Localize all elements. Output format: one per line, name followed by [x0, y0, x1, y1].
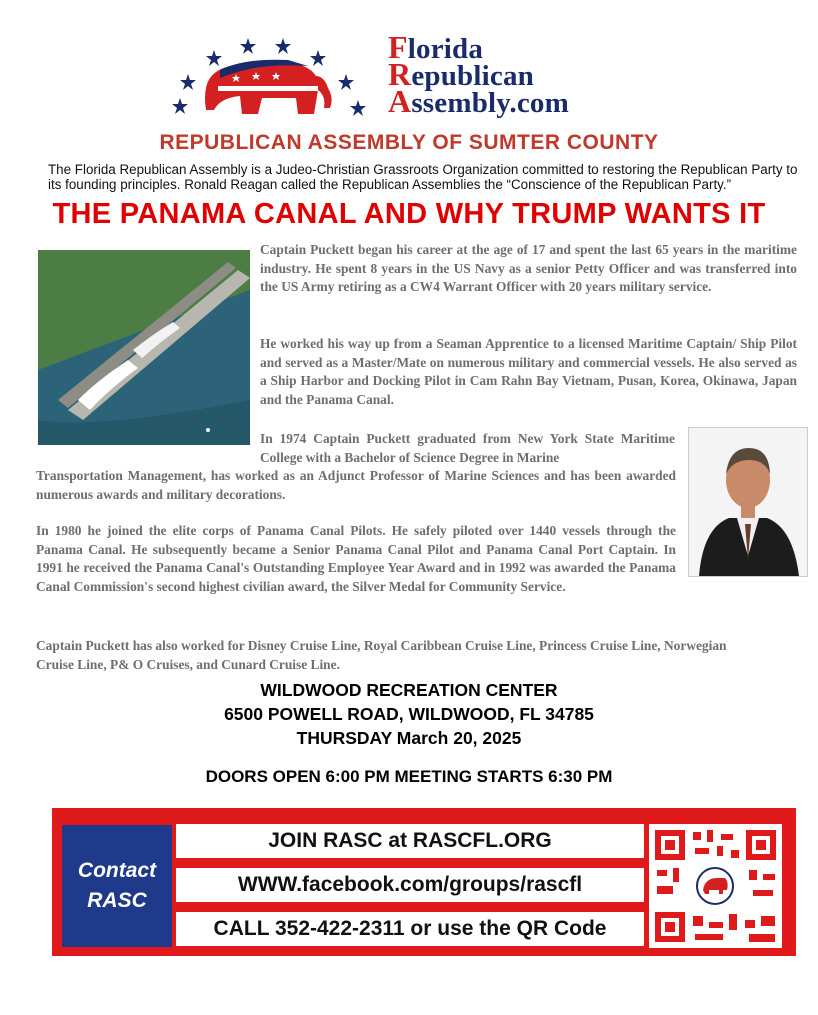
bio-paragraph-5: Captain Puckett has also worked for Disney Cruise Line, Royal Caribbean Cruise Line, Princess Cruise Line, Norwegian Cruise Line, P& O Cruises, and Cunard Cruise Line. [36, 638, 727, 672]
contact-line-1: Contact [77, 859, 157, 882]
facebook-group-link[interactable]: WWW.facebook.com/groups/rascfl [176, 868, 644, 902]
contact-line-2: RASC [87, 889, 147, 912]
bio-paragraph-3-end: Transportation Management, has worked as an Adjunct Professor of Marine Sciences and has been awarded numerous awards and military decorations. [36, 468, 676, 502]
headline: THE PANAMA CANAL AND WHY TRUMP WANTS IT [52, 198, 766, 230]
logo-line-assembly: Assembly.com [388, 83, 569, 119]
contact-rasc-box [62, 825, 172, 947]
elephant-stars-icon [158, 30, 388, 120]
logo-line-florida: Florida [388, 29, 484, 65]
bio-paragraph-4: In 1980 he joined the elite corps of Panama Canal Pilots. He safely piloted over 1440 vessels through the Panama Canal. He subsequently became a Senior Panama Canal Pilot and Panama Canal Port Captain. In 1991 he received the Panama Canal's Outstanding Employee Year Award and in 1992 was awarded the Panama Canal Commission's second highest civilian award, the Silver Medal for Community Service. [36, 523, 676, 594]
call-phone-text: CALL 352-422-2311 or use the QR Code [176, 912, 644, 946]
join-rasc-link[interactable]: JOIN RASC at RASCFL.ORG [176, 824, 644, 858]
event-date: THURSDAY March 20, 2025 [296, 728, 522, 748]
event-address: 6500 POWELL ROAD, WILDWOOD, FL 34785 [224, 704, 594, 724]
qr-code-icon[interactable] [649, 824, 782, 948]
county-title: REPUBLICAN ASSEMBLY OF SUMTER COUNTY [159, 131, 659, 154]
panama-canal-photo [38, 250, 250, 445]
bio-paragraph-1: Captain Puckett began his career at the age of 17 and spent the last 65 years in the maritime industry. He spent 8 years in the US Navy as a senior Petty Officer and was transferred into the US Army retiring as a CW4 Warrant Officer with 20 years military service. [260, 242, 797, 294]
event-doors-time: DOORS OPEN 6:00 PM MEETING STARTS 6:30 PM [205, 767, 613, 786]
intro-paragraph: The Florida Republican Assembly is a Judeo-Christian Grassroots Organization committed to restoring the Republican Party to its founding principles. Ronald Reagan called the Republican Assemblies the “Conscience of the Republican Party.” [48, 162, 798, 192]
florida-republican-assembly-logo [158, 30, 668, 120]
logo-line-republican: Republican [388, 56, 534, 92]
bio-paragraph-3-start: In 1974 Captain Puckett graduated from New York State Maritime College with a Bachelor of Science Degree in Marine [260, 431, 675, 465]
contact-banner [52, 808, 796, 956]
bio-paragraph-2: He worked his way up from a Seaman Apprentice to a licensed Maritime Captain/ Ship Pilot and served as a Master/Mate on numerous military and commercial vessels. He also served as a Ship Harbor and Docking Pilot in Cam Rahn Bay Vietnam, Pusan, Korea, Okinawa, Japan and the Panama Canal. [260, 336, 797, 407]
captain-puckett-portrait [688, 427, 808, 577]
event-venue: WILDWOOD RECREATION CENTER [260, 680, 558, 700]
